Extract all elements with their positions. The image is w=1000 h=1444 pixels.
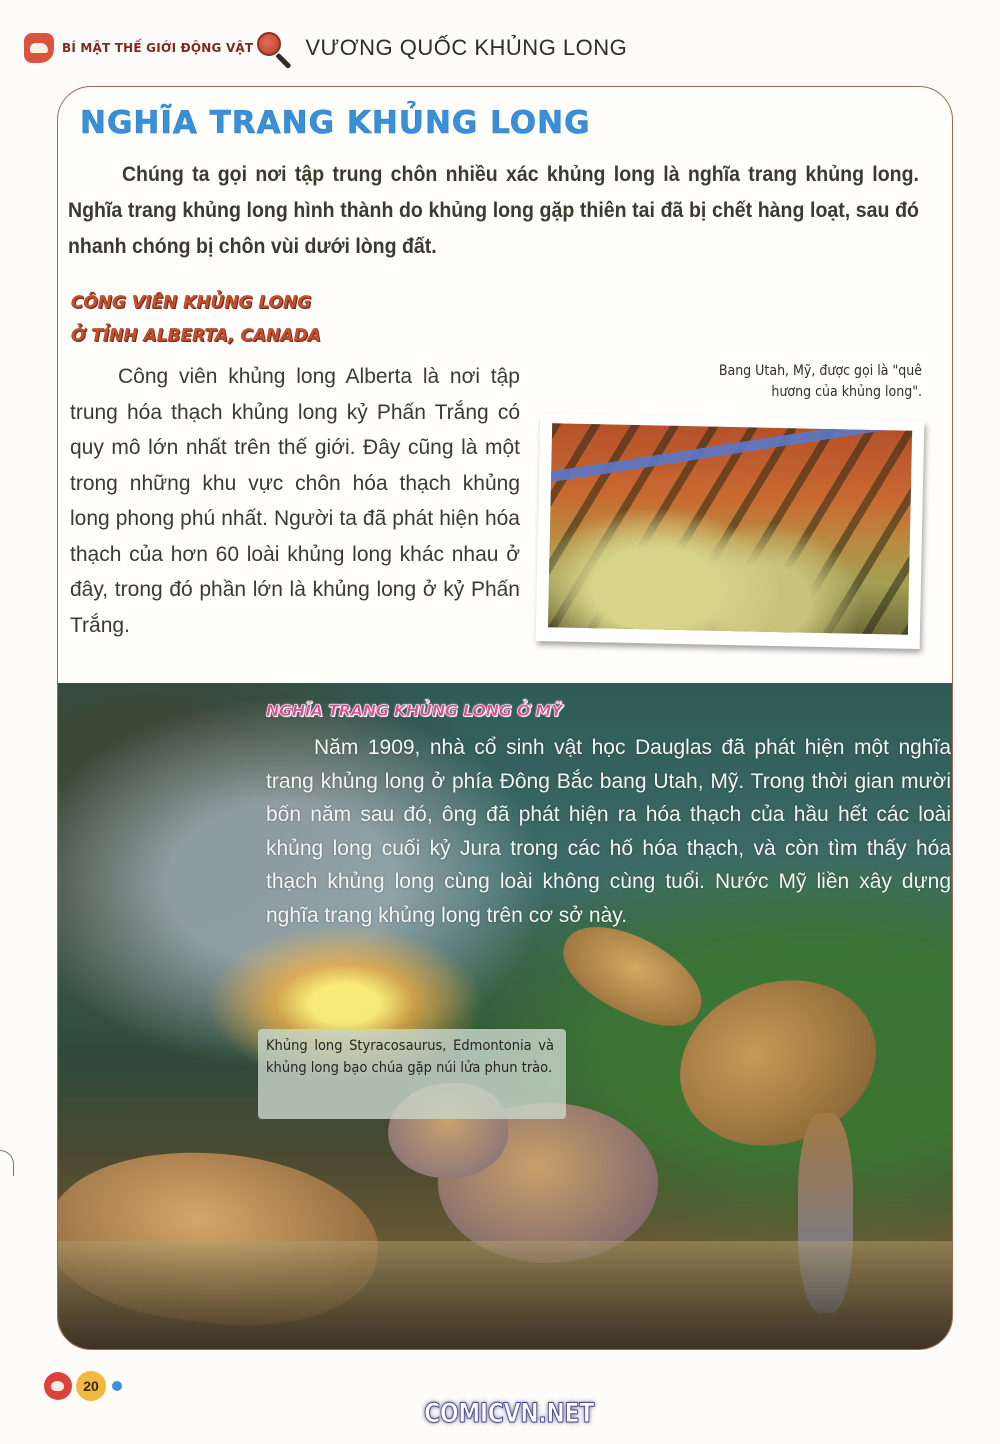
ground-water <box>58 1241 953 1350</box>
dinosaur-footer-icon <box>44 1372 72 1400</box>
utah-photo-frame <box>536 413 925 649</box>
illustration-caption-box <box>258 1029 566 1119</box>
utah-landscape-photo <box>548 423 912 634</box>
page-header <box>24 28 627 68</box>
section-heading-line2: Ở TỈNH ALBERTA, CANADA <box>71 326 321 346</box>
page-footer <box>44 1371 122 1401</box>
page-number: 20 <box>76 1371 106 1401</box>
series-title: BÍ MẬT THẾ GIỚI ĐỘNG VẬT <box>62 41 254 55</box>
usa-paragraph: Năm 1909, nhà cổ sinh vật học Dauglas đã phát hiện một nghĩa trang khủng long ở phía Đông Bắc bang Utah, Mỹ. Trong thời gian mười bốn năm sau đó, ông đã phát hiện ra hóa thạch của hầu hết các loài khủng long cuối kỷ Jura trong các hố hóa thạch, và còn tìm thấy hóa thạch khủng long cùng loài không cùng tuổi. Nước Mỹ liền xây dựng nghĩa trang khủng long trên cơ sở này. <box>266 736 951 927</box>
dinosaur-badge-icon <box>24 33 54 63</box>
intro-paragraph: Chúng ta gọi nơi tập trung chôn nhiều xác khủng long là nghĩa trang khủng long. Nghĩa trang khủng long hình thành do khủng long gặp thiên tai đã bị chết hàng loạt, sau đó nhanh chóng bị chôn vùi dưới lòng đất. <box>68 163 919 258</box>
book-title: VƯƠNG QUỐC KHỦNG LONG <box>305 35 628 60</box>
content-frame <box>57 86 953 1350</box>
section-heading-usa: NGHĨA TRANG KHỦNG LONG Ở MỸ <box>266 701 563 720</box>
photo-caption: Bang Utah, Mỹ, được gọi là "quê hương của khủng long". <box>718 363 922 400</box>
illustration-caption: Khủng long Styracosaurus, Edmontonia và khủng long bạo chúa gặp núi lửa phun trào. <box>266 1038 554 1076</box>
section-heading-alberta <box>71 287 321 353</box>
alberta-paragraph: Công viên khủng long Alberta là nơi tập trung hóa thạch khủng long kỷ Phấn Trắng có quy mô lớn nhất trên thế giới. Đây cũng là một trong những khu vực chôn hóa thạch khủng long phong phú nhất. Người ta đã phát hiện hóa thạch của hơn 60 loài khủng long khác nhau ở đây, trong đó phần lớn là khủng long ở kỷ Phấn Trắng. <box>70 365 520 637</box>
site-watermark: COMICVN.NET <box>424 1398 594 1429</box>
magnifying-glass-icon <box>255 30 291 66</box>
page-edge-mark <box>0 1150 14 1176</box>
dot-icon <box>112 1381 122 1391</box>
dinosaur-illustration <box>58 683 953 1350</box>
page-title: NGHĨA TRANG KHỦNG LONG <box>80 105 591 141</box>
section-heading-line1: CÔNG VIÊN KHỦNG LONG <box>71 293 312 313</box>
